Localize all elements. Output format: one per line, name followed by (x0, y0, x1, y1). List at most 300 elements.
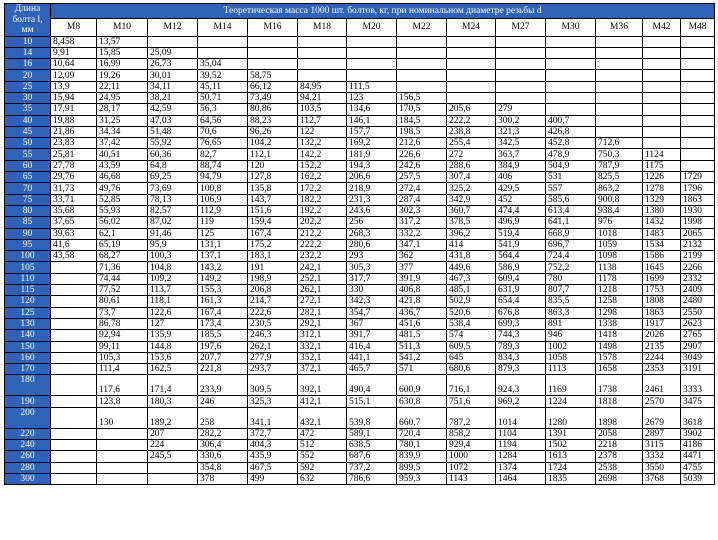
mass-cell: 37,42 (97, 138, 148, 149)
table-row (5, 285, 715, 296)
mass-cell: 302,3 (397, 205, 447, 216)
mass-cell: 4186 (681, 440, 715, 451)
length-cell: 85 (5, 217, 51, 228)
mass-cell: 2570 (643, 396, 681, 407)
table-row (5, 407, 715, 428)
mass-cell: 432,1 (298, 407, 347, 428)
length-cell: 190 (5, 396, 51, 407)
mass-cell: 3902 (681, 428, 715, 439)
mass-cell: 342,9 (447, 194, 496, 205)
mass-cell: 1178 (596, 273, 643, 284)
mass-cell: 292,1 (298, 318, 347, 329)
mass-cell: 272 (447, 149, 496, 160)
mass-cell: 392,1 (298, 375, 347, 396)
mass-cell: 26,73 (148, 59, 198, 70)
mass-cell: 156,5 (397, 92, 447, 103)
length-cell: 200 (5, 407, 51, 428)
mass-cell: 1998 (681, 217, 715, 228)
mass-cell (546, 81, 596, 92)
mass-cell (397, 59, 447, 70)
table-row (5, 115, 715, 126)
mass-cell: 1059 (596, 239, 643, 250)
mass-cell: 668,9 (546, 228, 596, 239)
mass-cell: 406,8 (397, 285, 447, 296)
mass-cell: 206,6 (347, 172, 397, 183)
length-cell: 50 (5, 138, 51, 149)
mass-cell: 485,1 (447, 285, 496, 296)
mass-cell: 3333 (681, 375, 715, 396)
mass-cell: 1138 (596, 262, 643, 273)
size-header-cell: М14 (198, 19, 248, 36)
mass-cell: 515,1 (347, 396, 397, 407)
length-cell: 240 (5, 440, 51, 451)
mass-cell: 127 (148, 318, 198, 329)
mass-cell: 2332 (681, 273, 715, 284)
mass-cell: 1898 (596, 407, 643, 428)
mass-cell: 95,9 (148, 239, 198, 250)
mass-cell: 834,3 (496, 352, 546, 363)
mass-cell: 143,2 (198, 262, 248, 273)
mass-cell (51, 462, 97, 473)
mass-cell: 161,3 (198, 296, 248, 307)
mass-cell (51, 341, 97, 352)
mass-cell: 1143 (447, 473, 496, 484)
mass-cell: 1738 (596, 375, 643, 396)
mass-cell: 478,9 (546, 149, 596, 160)
mass-cell: 1391 (546, 428, 596, 439)
size-header-cell: М10 (97, 19, 148, 36)
table-row (5, 375, 715, 396)
mass-cell (397, 47, 447, 58)
mass-cell: 1014 (496, 407, 546, 428)
mass-cell: 696,7 (546, 239, 596, 250)
table-row (5, 352, 715, 363)
mass-cell (596, 81, 643, 92)
mass-cell: 68,27 (97, 251, 148, 262)
mass-cell: 268,3 (347, 228, 397, 239)
mass-cell: 82,7 (198, 149, 248, 160)
mass-cell: 520,6 (447, 307, 496, 318)
mass-cell (681, 104, 715, 115)
mass-cell (51, 364, 97, 375)
mass-cell (51, 262, 97, 273)
mass-cell: 352,1 (298, 352, 347, 363)
mass-cell: 242,1 (298, 262, 347, 273)
mass-cell: 135,9 (148, 330, 198, 341)
mass-cell: 109,2 (148, 273, 198, 284)
mass-cell: 421,8 (397, 296, 447, 307)
mass-cell: 86,78 (97, 318, 148, 329)
mass-cell (681, 126, 715, 137)
mass-cell: 272,1 (298, 296, 347, 307)
table-row (5, 92, 715, 103)
size-header-cell: М30 (546, 19, 596, 36)
mass-cell: 362 (397, 251, 447, 262)
size-header-cell: М42 (643, 19, 681, 36)
mass-cell: 1498 (596, 341, 643, 352)
mass-cell: 105,3 (97, 352, 148, 363)
mass-cell: 198,9 (248, 273, 298, 284)
mass-cell: 436,7 (397, 307, 447, 318)
mass-cell: 144,8 (148, 341, 198, 352)
mass-cell: 680,6 (447, 364, 496, 375)
mass-cell: 899,5 (397, 462, 447, 473)
mass-cell: 262,1 (298, 285, 347, 296)
length-cell: 300 (5, 473, 51, 484)
mass-cell: 2538 (596, 462, 643, 473)
mass-cell: 183,1 (248, 251, 298, 262)
mass-cell (643, 70, 681, 81)
mass-cell: 39,63 (51, 228, 97, 239)
length-cell: 110 (5, 273, 51, 284)
mass-cell: 1699 (643, 273, 681, 284)
length-cell: 14 (5, 47, 51, 58)
mass-cell: 342,5 (496, 138, 546, 149)
mass-cell: 112,7 (298, 115, 347, 126)
mass-cell (148, 462, 198, 473)
mass-cell: 512 (298, 440, 347, 451)
table-row (5, 341, 715, 352)
mass-cell (546, 47, 596, 58)
mass-cell (347, 59, 397, 70)
mass-cell (546, 92, 596, 103)
mass-cell: 307,4 (447, 172, 496, 183)
mass-cell: 137,1 (198, 251, 248, 262)
mass-cell (51, 440, 97, 451)
mass-cell: 202,2 (298, 217, 347, 228)
mass-cell: 143,7 (248, 194, 298, 205)
length-cell: 160 (5, 352, 51, 363)
mass-cell: 1502 (546, 440, 596, 451)
mass-cell: 118,1 (148, 296, 198, 307)
mass-cell: 1483 (643, 228, 681, 239)
mass-cell: 24,95 (97, 92, 148, 103)
table-row (5, 462, 715, 473)
mass-cell: 120 (248, 160, 298, 171)
mass-cell: 226,6 (397, 149, 447, 160)
mass-cell: 55,92 (148, 138, 198, 149)
mass-cell: 641,1 (546, 217, 596, 228)
length-cell: 70 (5, 183, 51, 194)
mass-cell (51, 352, 97, 363)
mass-cell: 92,94 (97, 330, 148, 341)
mass-cell: 73,7 (97, 307, 148, 318)
mass-cell (148, 473, 198, 484)
mass-cell: 660,7 (397, 407, 447, 428)
mass-cell: 1930 (681, 205, 715, 216)
mass-cell (51, 296, 97, 307)
mass-cell: 541,2 (397, 352, 447, 363)
length-cell: 260 (5, 451, 51, 462)
table-row (5, 205, 715, 216)
mass-cell: 412,1 (298, 396, 347, 407)
mass-cell: 2550 (681, 307, 715, 318)
mass-cell (681, 149, 715, 160)
mass-cell: 37,65 (51, 217, 97, 228)
mass-cell: 30,01 (148, 70, 198, 81)
mass-cell: 151,6 (248, 205, 298, 216)
mass-cell: 1018 (596, 228, 643, 239)
mass-cell: 13,57 (97, 36, 148, 47)
mass-cell: 632 (298, 473, 347, 484)
mass-cell: 112,1 (248, 149, 298, 160)
mass-cell: 780,1 (397, 440, 447, 451)
mass-cell: 1329 (643, 194, 681, 205)
mass-cell: 1284 (496, 451, 546, 462)
mass-cell: 293 (347, 251, 397, 262)
mass-cell: 198,5 (397, 126, 447, 137)
table-row (5, 396, 715, 407)
mass-cell: 255,4 (447, 138, 496, 149)
mass-cell (248, 59, 298, 70)
corner-label-line-3: мм (21, 25, 34, 35)
mass-cell: 586,9 (496, 262, 546, 273)
mass-cell: 2698 (596, 473, 643, 484)
mass-cell (347, 47, 397, 58)
mass-cell (643, 36, 681, 47)
mass-cell: 38,21 (148, 92, 198, 103)
mass-cell: 17,91 (51, 104, 97, 115)
mass-cell: 367 (347, 318, 397, 329)
mass-cell (596, 70, 643, 81)
mass-cell: 175,2 (248, 239, 298, 250)
mass-cell: 1613 (546, 451, 596, 462)
mass-cell: 441,1 (347, 352, 397, 363)
mass-cell: 56,02 (97, 217, 148, 228)
mass-cell: 125 (198, 228, 248, 239)
mass-cell (51, 428, 97, 439)
mass-cell: 65,19 (97, 239, 148, 250)
mass-cell (298, 70, 347, 81)
mass-cell: 19,88 (51, 115, 97, 126)
mass-cell: 712,6 (596, 138, 643, 149)
mass-cell: 720,4 (397, 428, 447, 439)
mass-cell: 243,6 (347, 205, 397, 216)
mass-cell: 52,85 (97, 194, 148, 205)
mass-cell: 1169 (546, 375, 596, 396)
mass-cell: 938,4 (596, 205, 643, 216)
mass-cell (248, 47, 298, 58)
mass-cell (496, 92, 546, 103)
mass-cell: 15,94 (51, 92, 97, 103)
mass-cell: 354,7 (347, 307, 397, 318)
mass-cell: 47,03 (148, 115, 198, 126)
mass-cell: 2461 (643, 375, 681, 396)
mass-cell: 321,3 (496, 126, 546, 137)
length-cell: 20 (5, 70, 51, 81)
mass-cell: 330,6 (198, 451, 248, 462)
mass-cell: 127,8 (248, 172, 298, 183)
mass-cell: 400,7 (546, 115, 596, 126)
table-title: Теоретическая масса 1000 шт. болтов, кг, при номинальном диаметре резьбы d (51, 4, 715, 19)
mass-cell: 467,5 (248, 462, 298, 473)
mass-cell: 1863 (681, 194, 715, 205)
mass-cell: 452 (496, 194, 546, 205)
mass-cell: 1863 (643, 307, 681, 318)
mass-cell: 15,85 (97, 47, 148, 58)
mass-cell: 504,9 (546, 160, 596, 171)
mass-cell: 252,1 (298, 273, 347, 284)
mass-cell (596, 92, 643, 103)
length-cell: 280 (5, 462, 51, 473)
table-body (5, 36, 715, 485)
mass-cell: 426,8 (546, 126, 596, 137)
mass-cell: 1338 (596, 318, 643, 329)
mass-cell: 132,2 (298, 138, 347, 149)
mass-cell: 435,9 (248, 451, 298, 462)
mass-cell: 106,9 (198, 194, 248, 205)
mass-cell: 28,17 (97, 104, 148, 115)
mass-cell: 3768 (643, 473, 681, 484)
mass-cell: 363,7 (496, 149, 546, 160)
mass-cell: 835,5 (546, 296, 596, 307)
mass-cell (148, 36, 198, 47)
mass-cell: 55,93 (97, 205, 148, 216)
table-row (5, 307, 715, 318)
table-row (5, 138, 715, 149)
mass-cell: 232,2 (298, 251, 347, 262)
mass-cell: 1534 (643, 239, 681, 250)
length-cell: 75 (5, 194, 51, 205)
mass-cell: 2679 (643, 407, 681, 428)
mass-cell: 207,7 (198, 352, 248, 363)
mass-cell: 194,3 (347, 160, 397, 171)
mass-cell: 751,6 (447, 396, 496, 407)
mass-cell (681, 138, 715, 149)
length-cell: 95 (5, 239, 51, 250)
mass-cell: 1058 (546, 352, 596, 363)
mass-cell: 317,7 (347, 273, 397, 284)
length-cell: 180 (5, 375, 51, 396)
mass-cell: 87,02 (148, 217, 198, 228)
mass-cell: 787,2 (447, 407, 496, 428)
mass-cell: 645 (447, 352, 496, 363)
mass-cell (51, 451, 97, 462)
mass-cell: 2480 (681, 296, 715, 307)
mass-cell: 41,6 (51, 239, 97, 250)
mass-cell: 111,5 (347, 81, 397, 92)
mass-cell: 451,6 (397, 318, 447, 329)
mass-cell: 976 (596, 217, 643, 228)
mass-cell: 22,11 (97, 81, 148, 92)
mass-cell: 3191 (681, 364, 715, 375)
mass-cell: 33,71 (51, 194, 97, 205)
mass-cell: 1194 (496, 440, 546, 451)
mass-cell: 490,4 (347, 375, 397, 396)
mass-cell: 31,25 (97, 115, 148, 126)
mass-cell: 104,8 (148, 262, 198, 273)
mass-cell: 94,21 (298, 92, 347, 103)
mass-cell: 71,36 (97, 262, 148, 273)
mass-cell: 74,44 (97, 273, 148, 284)
length-cell: 25 (5, 81, 51, 92)
mass-cell: 1818 (596, 396, 643, 407)
mass-cell (347, 36, 397, 47)
mass-cell: 212,6 (397, 138, 447, 149)
mass-cell: 3475 (681, 396, 715, 407)
mass-cell (97, 428, 148, 439)
mass-cell: 384,9 (496, 160, 546, 171)
mass-cell: 496,9 (496, 217, 546, 228)
mass-cell: 100,8 (198, 183, 248, 194)
mass-cell (97, 451, 148, 462)
mass-cell: 56,3 (198, 104, 248, 115)
mass-cell: 787,9 (596, 160, 643, 171)
mass-cell: 119 (198, 217, 248, 228)
mass-cell: 238,8 (447, 126, 496, 137)
mass-cell: 222,2 (447, 115, 496, 126)
mass-cell: 3618 (681, 407, 715, 428)
mass-cell: 70,6 (198, 126, 248, 137)
mass-cell: 180,3 (148, 396, 198, 407)
mass-cell (546, 104, 596, 115)
mass-cell: 99,11 (97, 341, 148, 352)
mass-cell: 414 (447, 239, 496, 250)
mass-cell: 152,2 (298, 160, 347, 171)
mass-cell: 585,6 (546, 194, 596, 205)
mass-cell: 184,5 (397, 115, 447, 126)
mass-cell: 332,2 (397, 228, 447, 239)
mass-cell: 780 (546, 273, 596, 284)
mass-cell: 280,6 (347, 239, 397, 250)
mass-cell: 205,6 (447, 104, 496, 115)
mass-cell (596, 59, 643, 70)
mass-cell: 279 (496, 104, 546, 115)
mass-cell: 807,7 (546, 285, 596, 296)
mass-cell: 564,4 (496, 251, 546, 262)
mass-cell: 1000 (447, 451, 496, 462)
mass-cell: 246,3 (248, 330, 298, 341)
mass-cell: 231,3 (347, 194, 397, 205)
mass-cell: 233,9 (198, 375, 248, 396)
mass-cell (51, 318, 97, 329)
mass-cell: 1578 (596, 352, 643, 363)
mass-cell: 538,4 (447, 318, 496, 329)
mass-cell: 1658 (596, 364, 643, 375)
mass-cell: 21,86 (51, 126, 97, 137)
mass-cell: 1645 (643, 262, 681, 273)
mass-cell: 416,4 (347, 341, 397, 352)
mass-cell (681, 92, 715, 103)
size-header-cell: М36 (596, 19, 643, 36)
size-header-cell: М16 (248, 19, 298, 36)
mass-cell (596, 115, 643, 126)
mass-cell: 197,6 (198, 341, 248, 352)
mass-cell: 2199 (681, 251, 715, 262)
mass-cell: 1808 (643, 296, 681, 307)
mass-cell: 1753 (643, 285, 681, 296)
mass-cell: 50,71 (198, 92, 248, 103)
mass-cell: 170,5 (397, 104, 447, 115)
mass-cell: 1586 (643, 251, 681, 262)
size-header-cell: М18 (298, 19, 347, 36)
table-row (5, 81, 715, 92)
length-cell: 16 (5, 59, 51, 70)
length-cell: 90 (5, 228, 51, 239)
mass-cell: 571 (397, 364, 447, 375)
mass-cell: 1175 (643, 160, 681, 171)
mass-cell: 531 (546, 172, 596, 183)
length-cell: 140 (5, 330, 51, 341)
length-cell: 35 (5, 104, 51, 115)
mass-cell: 58,75 (248, 70, 298, 81)
mass-cell: 391,9 (397, 273, 447, 284)
mass-cell: 330 (347, 285, 397, 296)
mass-cell: 609,5 (447, 341, 496, 352)
mass-cell: 191 (248, 262, 298, 273)
mass-cell (51, 307, 97, 318)
mass-cell: 396,2 (447, 228, 496, 239)
